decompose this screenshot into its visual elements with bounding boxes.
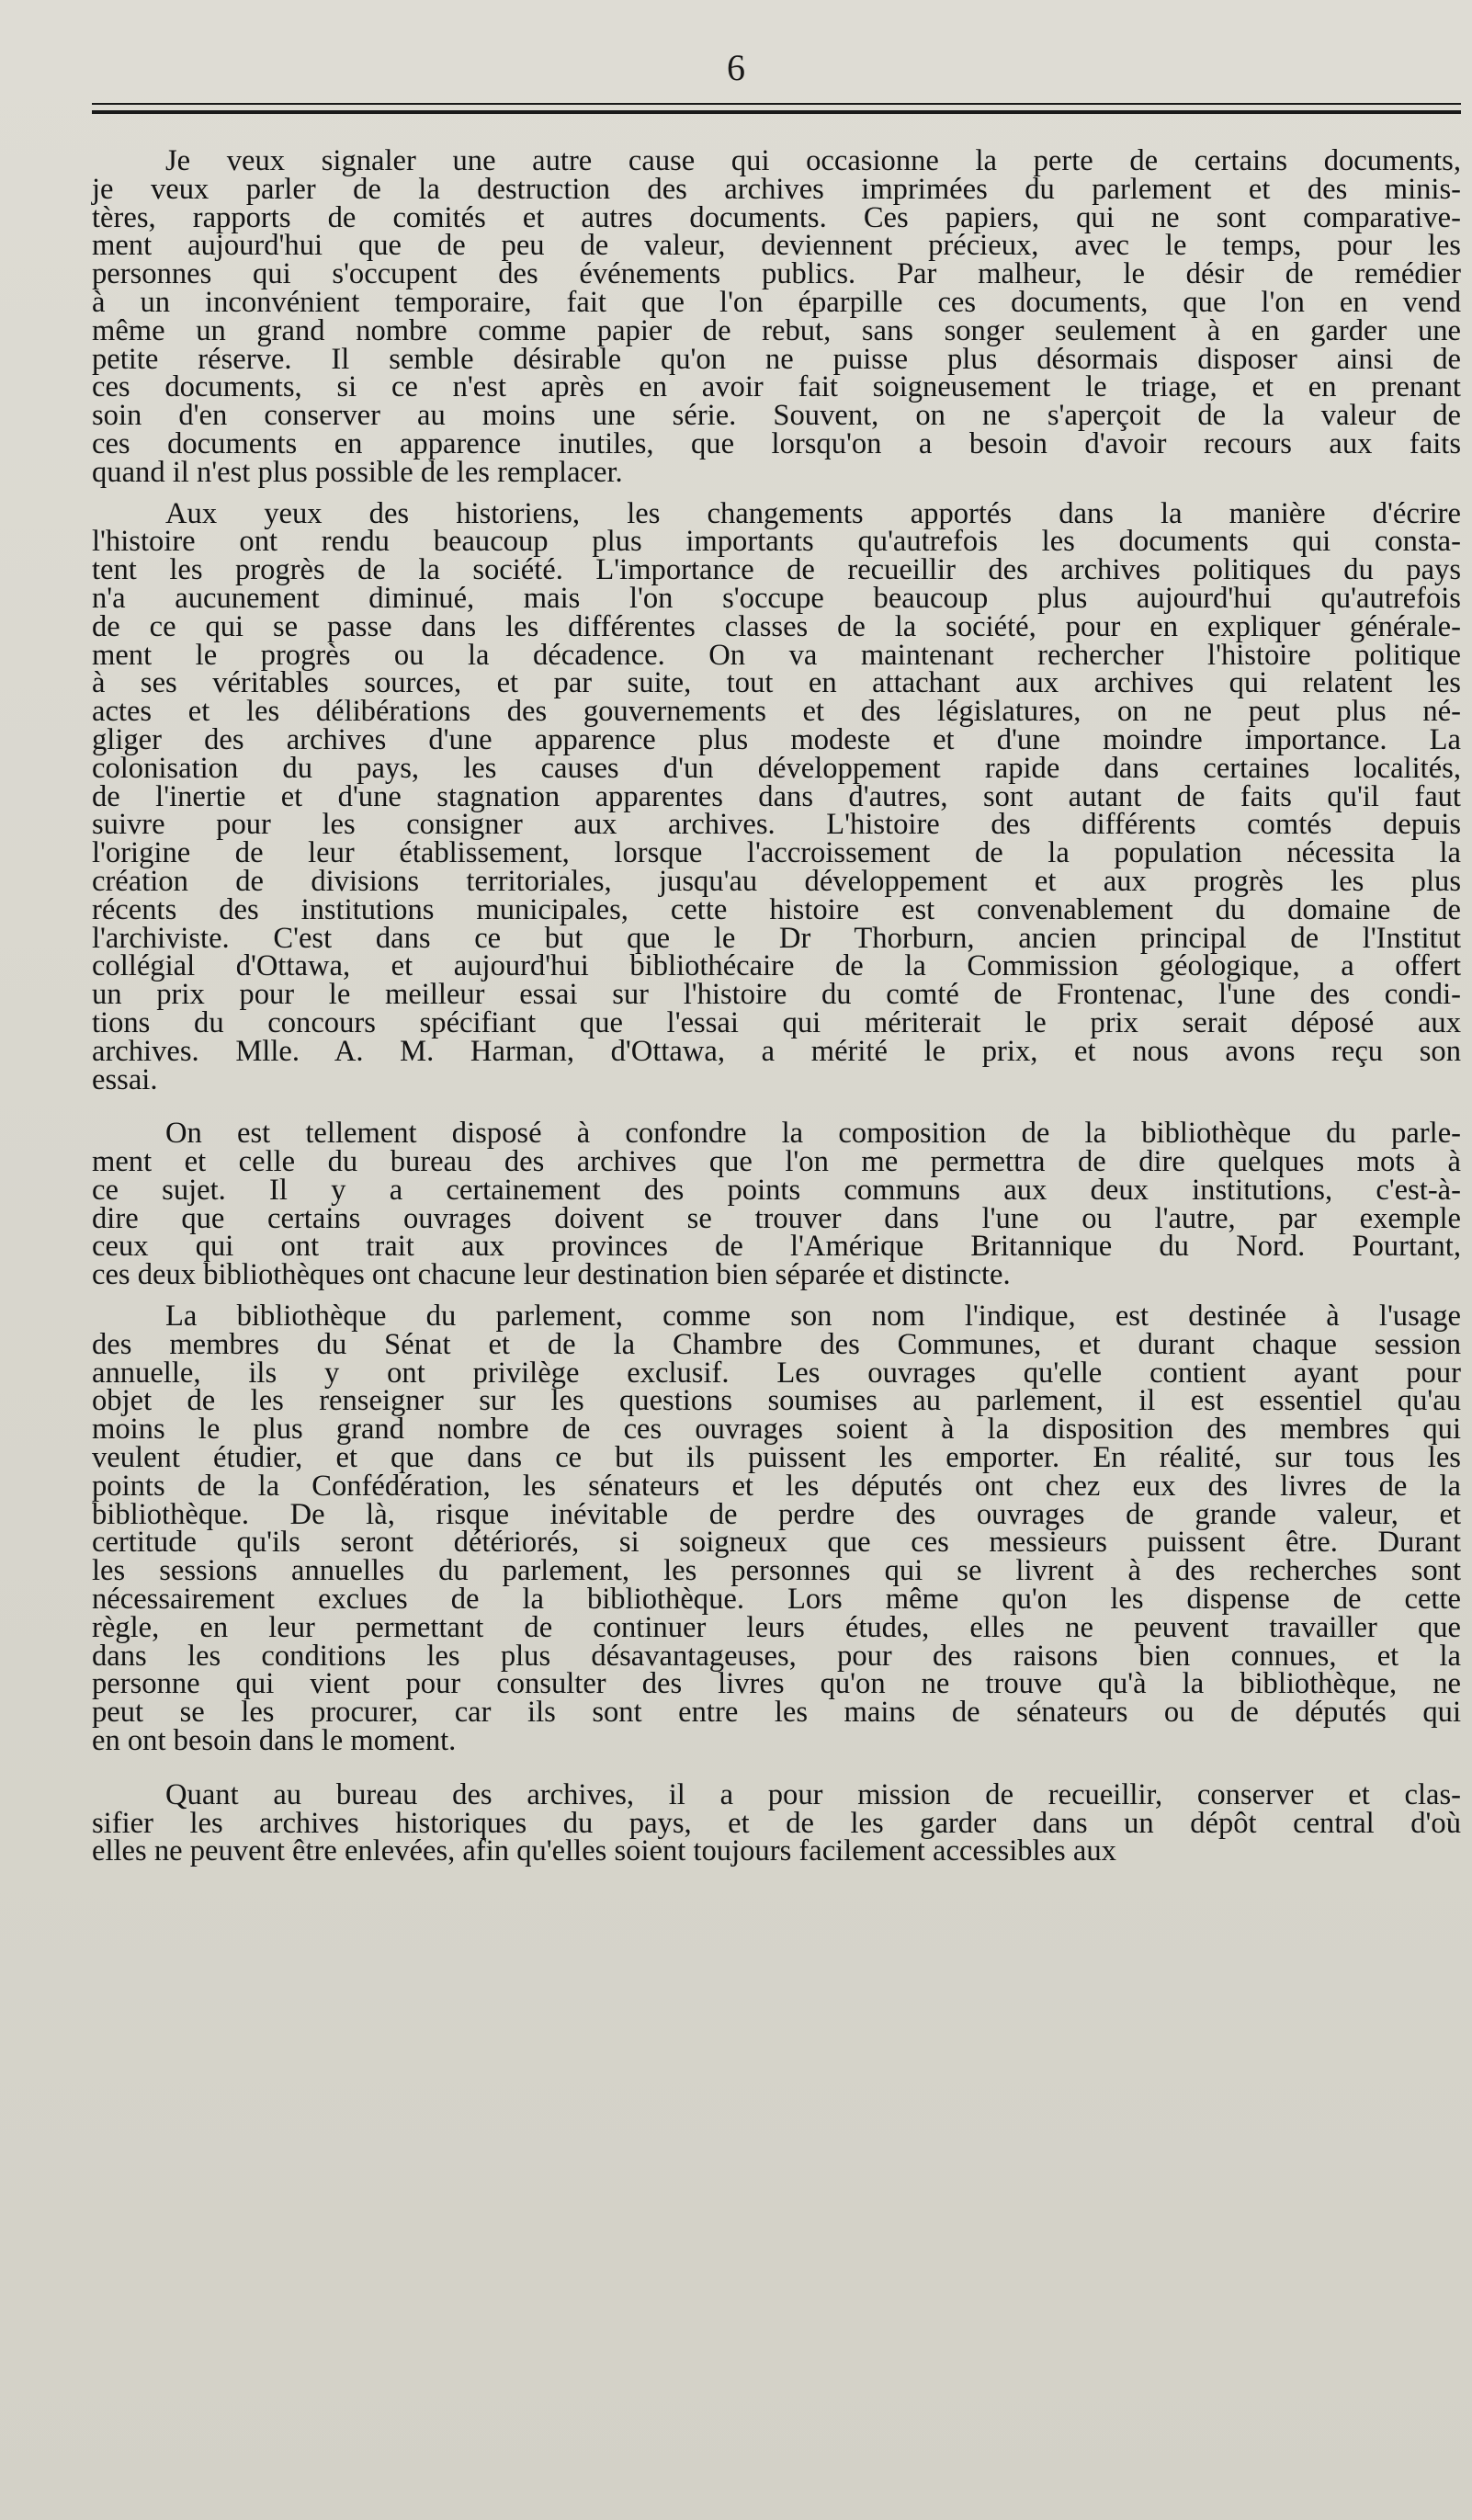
text-line: Quant au bureau des archives, il a pour mission de recueillir, conserver et clas- <box>165 1777 1461 1811</box>
text-line: nécessairement exclues de la bibliothèque. Lors même qu'on les dispense de cette <box>92 1583 1461 1617</box>
text-line: elles ne peuvent être enlevées, afin qu'elles soient toujours facilement accessibles aux <box>92 1834 1116 1868</box>
text-line: à un inconvénient temporaire, fait que l'on éparpille ces documents, que l'on en vend <box>92 285 1461 319</box>
header-rule-thick <box>92 110 1461 114</box>
text-line: gliger des archives d'une apparence plus modeste et d'une moindre importance. La <box>92 722 1461 756</box>
text-line: ment le progrès ou la décadence. On va maintenant rechercher l'histoire politique <box>92 638 1461 672</box>
text-line: veulent étudier, et que dans ce but ils puissent les emporter. En réalité, sur tous les <box>92 1441 1461 1475</box>
text-line: Je veux signaler une autre cause qui occasionne la perte de certains documents, <box>165 144 1461 177</box>
paragraph-2 <box>92 496 1461 1096</box>
text-line: ceux qui ont trait aux provinces de l'Amérique Britannique du Nord. Pourtant, <box>92 1230 1461 1264</box>
text-line: bibliothèque. De là, risque inévitable de perdre des ouvrages de grande valeur, et <box>92 1497 1461 1531</box>
text-line: peut se les procurer, car ils sont entre les mains de sénateurs ou de députés qui <box>92 1696 1461 1730</box>
paragraph-3 <box>92 1117 1461 1292</box>
text-line: n'a aucunement diminué, mais l'on s'occupe beaucoup plus aujourd'hui qu'autrefois <box>92 581 1461 615</box>
text-line: je veux parler de la destruction des archives imprimées du parlement et des minis- <box>92 172 1461 206</box>
body-text <box>92 144 1461 1868</box>
text-line: ce sujet. Il y a certainement des points communs aux deux institutions, c'est-à- <box>92 1173 1461 1207</box>
text-line: des membres du Sénat et de la Chambre des Communes, et durant chaque session <box>92 1327 1461 1361</box>
text-line: l'histoire ont rendu beaucoup plus importants qu'autrefois les documents qui consta- <box>92 525 1461 559</box>
text-line: soin d'en conserver au moins une série. Souvent, on ne s'aperçoit de la valeur de <box>92 399 1461 433</box>
text-line: Aux yeux des historiens, les changements apportés dans la manière d'écrire <box>165 496 1461 530</box>
text-line: La bibliothèque du parlement, comme son nom l'indique, est destinée à l'usage <box>165 1300 1461 1334</box>
text-line: points de la Confédération, les sénateurs et les députés ont chez eux des livres de la <box>92 1469 1461 1503</box>
text-line: ces deux bibliothèques ont chacune leur destination bien séparée et distincte. <box>92 1258 1011 1292</box>
text-line: dire que certains ouvrages doivent se trouver dans l'une ou l'autre, par exemple <box>92 1201 1461 1235</box>
text-line: de l'inertie et d'une stagnation apparentes dans d'autres, sont autant de faits qu'il faut <box>92 779 1461 813</box>
text-line: ment aujourd'hui que de peu de valeur, deviennent précieux, avec le temps, pour les <box>92 229 1461 263</box>
text-line: dans les conditions les plus désavantageuses, pour des raisons bien connues, et la <box>92 1639 1461 1673</box>
text-line: tent les progrès de la société. L'importance de recueillir des archives politiques du pays <box>92 553 1461 587</box>
header-rule-thin <box>92 103 1461 105</box>
text-line: objet de les renseigner sur les questions soumises au parlement, il est essentiel qu'au <box>92 1384 1461 1418</box>
text-line: les sessions annuelles du parlement, les personnes qui se livrent à des recherches sont <box>92 1554 1461 1588</box>
text-line: à ses véritables sources, et par suite, tout en attachant aux archives qui relatent les <box>92 666 1461 700</box>
paragraph-5 <box>92 1777 1461 1868</box>
text-line: personne qui vient pour consulter des livres qu'on ne trouve qu'à la bibliothèque, ne <box>92 1667 1461 1701</box>
text-line: tères, rapports de comités et autres documents. Ces papiers, qui ne sont comparative- <box>92 200 1461 234</box>
paragraph-4 <box>92 1300 1461 1758</box>
text-line: colonisation du pays, les causes d'un développement rapide dans certaines localités, <box>92 751 1461 785</box>
text-line: archives. Mlle. A. M. Harman, d'Ottawa, a mérité le prix, et nous avons reçu son <box>92 1034 1461 1068</box>
text-line: On est tellement disposé à confondre la composition de la bibliothèque du parle- <box>165 1117 1461 1151</box>
paragraph-gap <box>92 1755 1461 1781</box>
text-line: ces documents, si ce n'est après en avoir fait soigneusement le triage, et en prenant <box>92 370 1461 404</box>
text-line: actes et les délibérations des gouvernements et des législatures, on ne peut plus né- <box>92 695 1461 729</box>
text-line: ment et celle du bureau des archives que l'on me permettra de dire quelques mots à <box>92 1145 1461 1179</box>
text-line: suivre pour les consigner aux archives. L'histoire des différents comtés depuis <box>92 808 1461 842</box>
text-line: annuelle, ils y ont privilège exclusif. Les ouvrages qu'elle contient ayant pour <box>92 1356 1461 1390</box>
text-line: en ont besoin dans le moment. <box>92 1724 457 1758</box>
text-line: un prix pour le meilleur essai sur l'histoire du comté de Frontenac, l'une des condi- <box>92 978 1461 1012</box>
paragraph-1 <box>92 144 1461 489</box>
paragraph-gap <box>92 1094 1461 1119</box>
text-line: petite réserve. Il semble désirable qu'on ne puisse plus désormais disposer ainsi de <box>92 342 1461 376</box>
text-line: sifier les archives historiques du pays, et de les garder dans un dépôt central d'où <box>92 1806 1461 1840</box>
text-line: quand il n'est plus possible de les remplacer. <box>92 455 623 489</box>
text-line: certitude qu'ils seront détériorés, si soigneux que ces messieurs puissent être. Durant <box>92 1526 1461 1560</box>
page-number: 6 <box>727 47 745 88</box>
text-line: même un grand nombre comme papier de rebut, sans songer seulement à en garder une <box>92 313 1461 347</box>
text-line: l'origine de leur établissement, lorsque l'accroissement de la population nécessita la <box>92 836 1461 870</box>
text-line: création de divisions territoriales, jusqu'au développement et aux progrès les plus <box>92 864 1461 898</box>
text-line: règle, en leur permettant de continuer leurs études, elles ne peuvent travailler que <box>92 1610 1461 1644</box>
text-line: collégial d'Ottawa, et aujourd'hui bibliothécaire de la Commission géologique, a offert <box>92 949 1461 983</box>
text-line: moins le plus grand nombre de ces ouvrages soient à la disposition des membres qui <box>92 1413 1461 1447</box>
text-line: tions du concours spécifiant que l'essai qui mériterait le prix serait déposé aux <box>92 1005 1461 1039</box>
text-line: personnes qui s'occupent des événements publics. Par malheur, le désir de remédier <box>92 257 1461 291</box>
text-line: l'archiviste. C'est dans ce but que le Dr Thorburn, ancien principal de l'Institut <box>92 921 1461 955</box>
text-line: de ce qui se passe dans les différentes classes de la société, pour en expliquer générale- <box>92 609 1461 643</box>
text-line: essai. <box>92 1062 158 1096</box>
text-line: récents des institutions municipales, cette histoire est convenablement du domaine de <box>92 892 1461 926</box>
text-line: ces documents en apparence inutiles, que lorsqu'on a besoin d'avoir recours aux faits <box>92 426 1461 460</box>
